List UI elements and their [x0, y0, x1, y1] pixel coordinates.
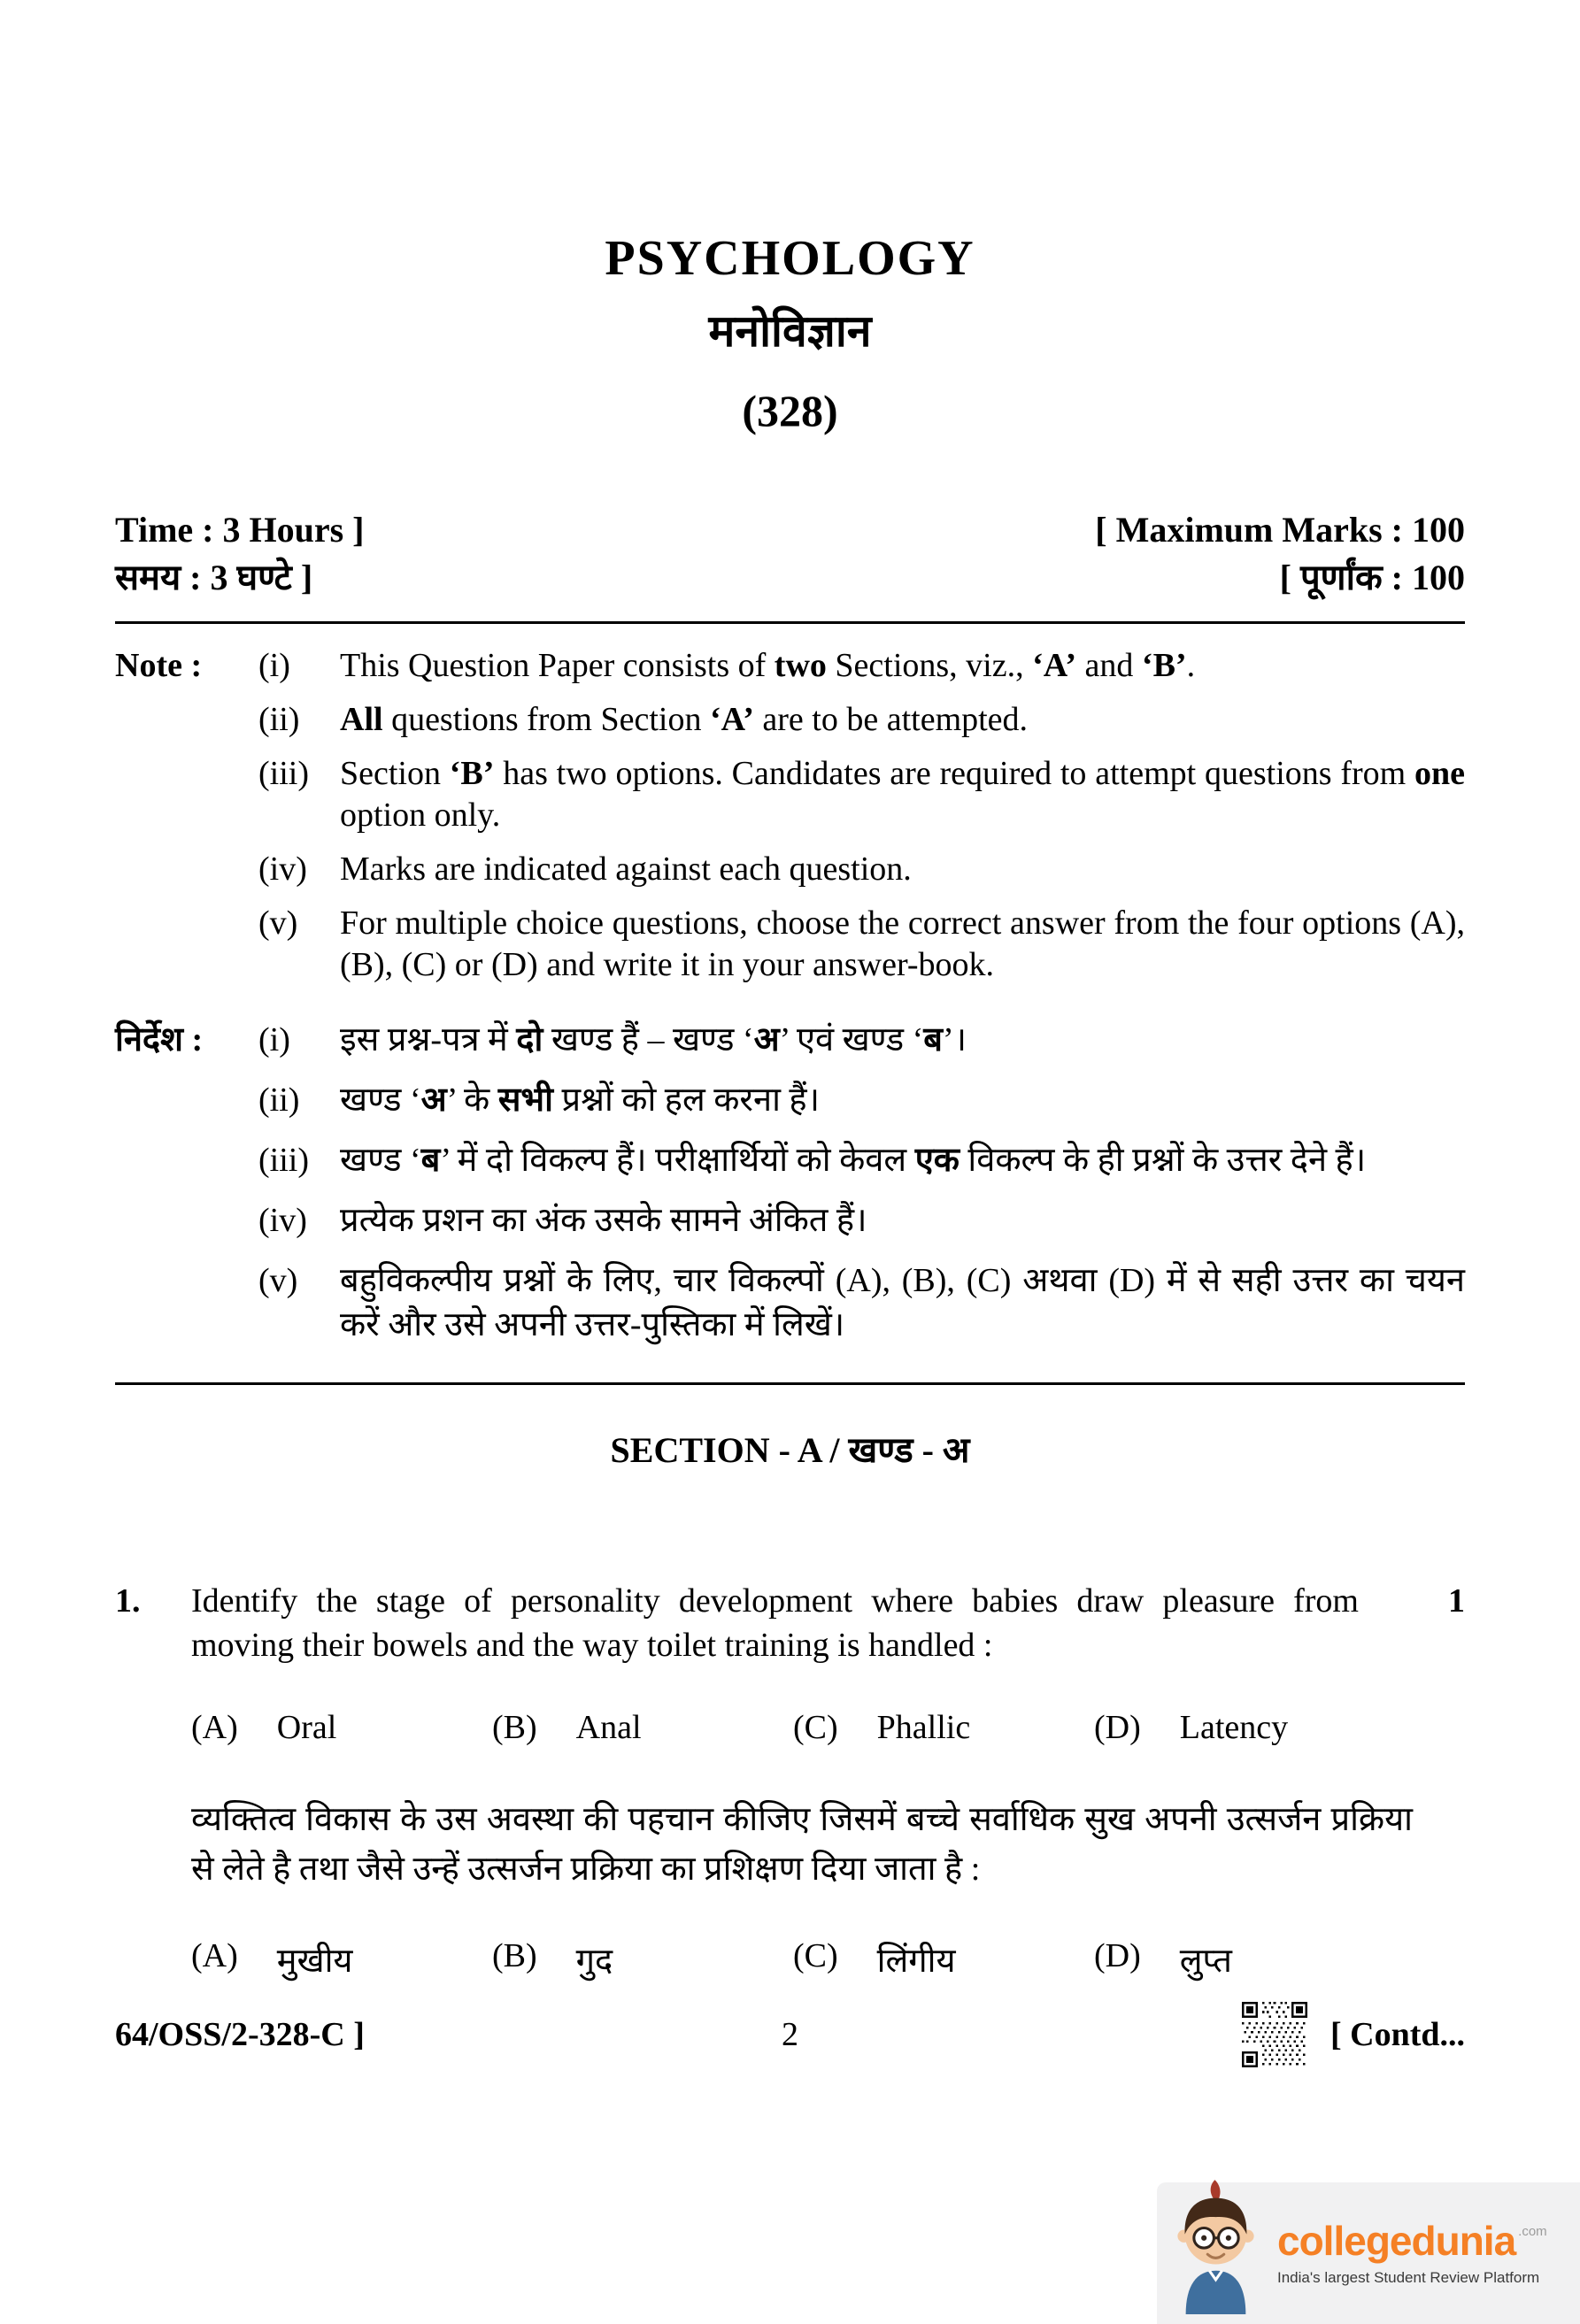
note-text: This Question Paper consists of two Sections, viz., ‘A’ and ‘B’. [340, 647, 1196, 684]
note-number: (ii) [258, 1081, 300, 1119]
option-a [191, 1708, 492, 1747]
paper-code: (328) [742, 386, 838, 435]
option-key: (D) [1094, 1937, 1141, 1974]
note-number: (iii) [258, 755, 309, 792]
question-marks: 1 [1448, 1582, 1465, 1620]
options-hindi [191, 1936, 1465, 1982]
marks-english: [ Maximum Marks : 100 [1095, 510, 1465, 550]
note-text: प्रत्येक प्रशन का अंक उसके सामने अंकित हैं। [340, 1202, 867, 1239]
option-key: (C) [793, 1937, 838, 1974]
page-number: 2 [782, 2016, 798, 2053]
note-number: (iii) [258, 1142, 309, 1179]
page-title: PSYCHOLOGY [605, 231, 975, 286]
option-key: (B) [492, 1709, 537, 1746]
note-text: Marks are indicated against each question. [340, 850, 912, 888]
brand-text [1277, 2217, 1547, 2287]
question-text-hindi: व्यक्तित्व विकास के उस अवस्था की पहचान कीजिए जिसमें बच्चे सर्वाधिक सुख अपनी उत्सर्जन प्रक्रिया से लेते है तथा जैसे उन्हें उत्सर्जन प्रक्रिया का प्रशिक्षण दिया जाता है : [191, 1801, 1413, 1888]
option-label: लुप्त [1179, 1943, 1232, 1980]
option-label: मुखीय [276, 1943, 353, 1980]
option-label: Latency [1179, 1709, 1289, 1746]
option-key: (D) [1094, 1709, 1141, 1746]
paper-id: 64/OSS/2-328-C ] [115, 2016, 365, 2053]
note-number: (iv) [258, 1202, 307, 1239]
option-key: (C) [793, 1709, 838, 1746]
qr-code-icon [1242, 2002, 1307, 2067]
note-number: (v) [258, 904, 298, 942]
time-english: Time : 3 Hours ] [115, 510, 365, 550]
option-c [793, 1708, 1094, 1747]
collegedunia-branding [1157, 2182, 1580, 2324]
note-text: All questions from Section ‘A’ are to be attempted. [340, 701, 1029, 738]
option-b [492, 1708, 793, 1747]
exam-meta [115, 506, 1465, 602]
question-number: 1. [115, 1582, 141, 1620]
page-footer [115, 2002, 1465, 2067]
note-text: For multiple choice questions, choose the correct answer from the four options (A), (B), (C) or (D) and write it in your answer-book. [340, 904, 1465, 983]
note-number: (v) [258, 1262, 298, 1299]
option-d [1094, 1708, 1395, 1747]
option-a-hindi [191, 1936, 492, 1982]
divider-section [115, 1382, 1465, 1385]
notes-hindi [115, 1018, 1465, 1347]
note-text: बहुविकल्पीय प्रश्नों के लिए, चार विकल्पों (A), (B), (C) अथवा (D) में से सही उत्तर का चयन करें और उसे अपनी उत्तर-पुस्तिका में लिखें। [340, 1262, 1465, 1343]
note-text: खण्ड ‘ब’ में दो विकल्प हैं। परीक्षार्थियों को केवल एक विकल्प के ही प्रश्नों के उत्तर देने हैं। [340, 1142, 1367, 1179]
brand-logo [1277, 2217, 1547, 2264]
notes-label-english: Note : [115, 647, 203, 684]
note-number: (ii) [258, 701, 300, 738]
divider-top [115, 621, 1465, 624]
note-text: Section ‘B’ has two options. Candidates are required to attempt questions from one option only. [340, 755, 1465, 834]
option-key: (A) [191, 1709, 238, 1746]
contd-label: [ Contd... [1330, 2016, 1465, 2053]
question-text-english: Identify the stage of personality development where babies draw pleasure from moving their bowels and the way toilet training is handled : [191, 1582, 1359, 1664]
time-hindi: समय : 3 घण्टे ] [115, 558, 313, 597]
section-heading: SECTION - A / खण्ड - अ [610, 1430, 970, 1470]
option-label: गुद [575, 1943, 613, 1980]
option-b-hindi [492, 1936, 793, 1982]
option-label: Anal [575, 1709, 642, 1746]
option-label: Phallic [876, 1709, 971, 1746]
option-key: (A) [191, 1937, 238, 1974]
option-label: Oral [276, 1709, 337, 1746]
option-d-hindi [1094, 1936, 1395, 1982]
brand-suffix: .com [1518, 2223, 1547, 2239]
note-number: (i) [258, 647, 290, 684]
option-label: लिंगीय [876, 1943, 956, 1980]
option-key: (B) [492, 1937, 537, 1974]
option-c-hindi [793, 1936, 1094, 1982]
footer-right [826, 2002, 1466, 2067]
note-number: (iv) [258, 850, 307, 888]
marks-hindi: [ पूर्णांक : 100 [1279, 558, 1465, 597]
note-number: (i) [258, 1021, 290, 1058]
question-1 [115, 1579, 1465, 1667]
brand-name: collegedunia [1277, 2217, 1516, 2264]
note-text: खण्ड ‘अ’ के सभी प्रश्नों को हल करना हैं। [340, 1081, 820, 1119]
notes-label-hindi: निर्देश : [115, 1021, 204, 1058]
collegedunia-mascot-icon [1164, 2178, 1268, 2314]
page-title-hindi: मनोविज्ञान [708, 306, 872, 356]
marks-block [1095, 506, 1465, 602]
notes-english [115, 645, 1465, 986]
brand-tagline: India's largest Student Review Platform [1277, 2268, 1540, 2286]
options-english [191, 1708, 1465, 1747]
time-block [115, 506, 364, 602]
note-text: इस प्रश्न-पत्र में दो खण्ड हैं – खण्ड ‘अ’ एवं खण्ड ‘ब’। [340, 1021, 967, 1058]
